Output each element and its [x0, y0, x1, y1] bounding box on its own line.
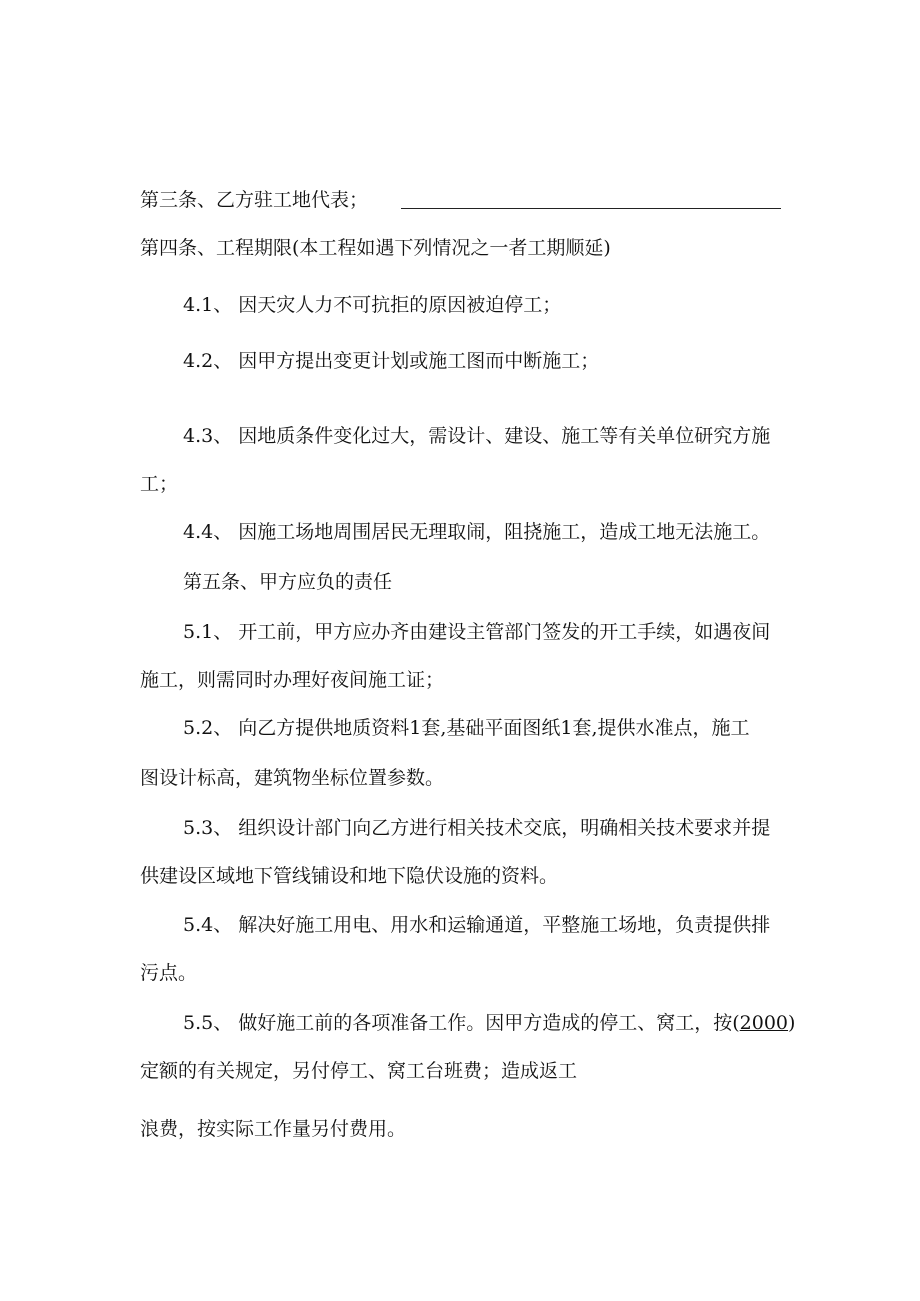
clause-4-1: 4.1、 因天灾人力不可抗拒的原因被迫停工；	[183, 294, 562, 316]
clause-5-3-line-2: 供建设区域地下管线铺设和地下隐伏设施的资料。	[140, 865, 559, 887]
quota-year: 2000	[739, 1012, 789, 1034]
clause-5-4-line-1: 5.4、 解决好施工用电、用水和运输通道，平整施工场地，负责提供排	[183, 914, 771, 936]
contractor-representative-blank	[401, 208, 781, 209]
clause-4-3-line-2: 工；	[140, 473, 179, 495]
clause-5-3-line-1: 5.3、 组织设计部门向乙方进行相关技术交底，明确相关技术要求并提	[183, 817, 771, 839]
clause-5-5-line-2: 定额的有关规定，另付停工、窝工台班费；造成返工	[140, 1060, 578, 1082]
clause-5-1-line-1: 5.1、 开工前，甲方应办齐由建设主管部门签发的开工手续，如遇夜间	[183, 621, 771, 643]
article-4-heading: 第四条、工程期限(本工程如遇下列情况之一者工期顺延)	[140, 237, 611, 259]
closing-parenthesis: )	[788, 1012, 796, 1034]
article-3-heading: 第三条、乙方驻工地代表；	[140, 189, 369, 211]
clause-4-2: 4.2、 因甲方提出变更计划或施工图而中断施工；	[183, 350, 600, 372]
clause-5-5-line-1	[183, 1011, 795, 1035]
clause-4-4: 4.4、 因施工场地周围居民无理取闹，阻挠施工，造成工地无法施工。	[183, 521, 771, 543]
clause-5-1-line-2: 施工，则需同时办理好夜间施工证；	[140, 669, 445, 691]
clause-5-4-line-2: 污点。	[140, 962, 198, 984]
article-5-heading: 第五条、甲方应负的责任	[183, 571, 393, 593]
clause-5-5-text: 5.5、 做好施工前的各项准备工作。因甲方造成的停工、窝工，按(	[183, 1012, 740, 1034]
clause-4-3-line-1: 4.3、 因地质条件变化过大，需设计、建设、施工等有关单位研究方施	[183, 425, 771, 447]
clause-5-2-line-1: 5.2、 向乙方提供地质资料1套,基础平面图纸1套,提供水准点，施工	[183, 717, 750, 739]
clause-5-2-line-2: 图设计标高，建筑物坐标位置参数。	[140, 767, 445, 789]
clause-5-5-line-3: 浪费，按实际工作量另付费用。	[140, 1118, 407, 1140]
